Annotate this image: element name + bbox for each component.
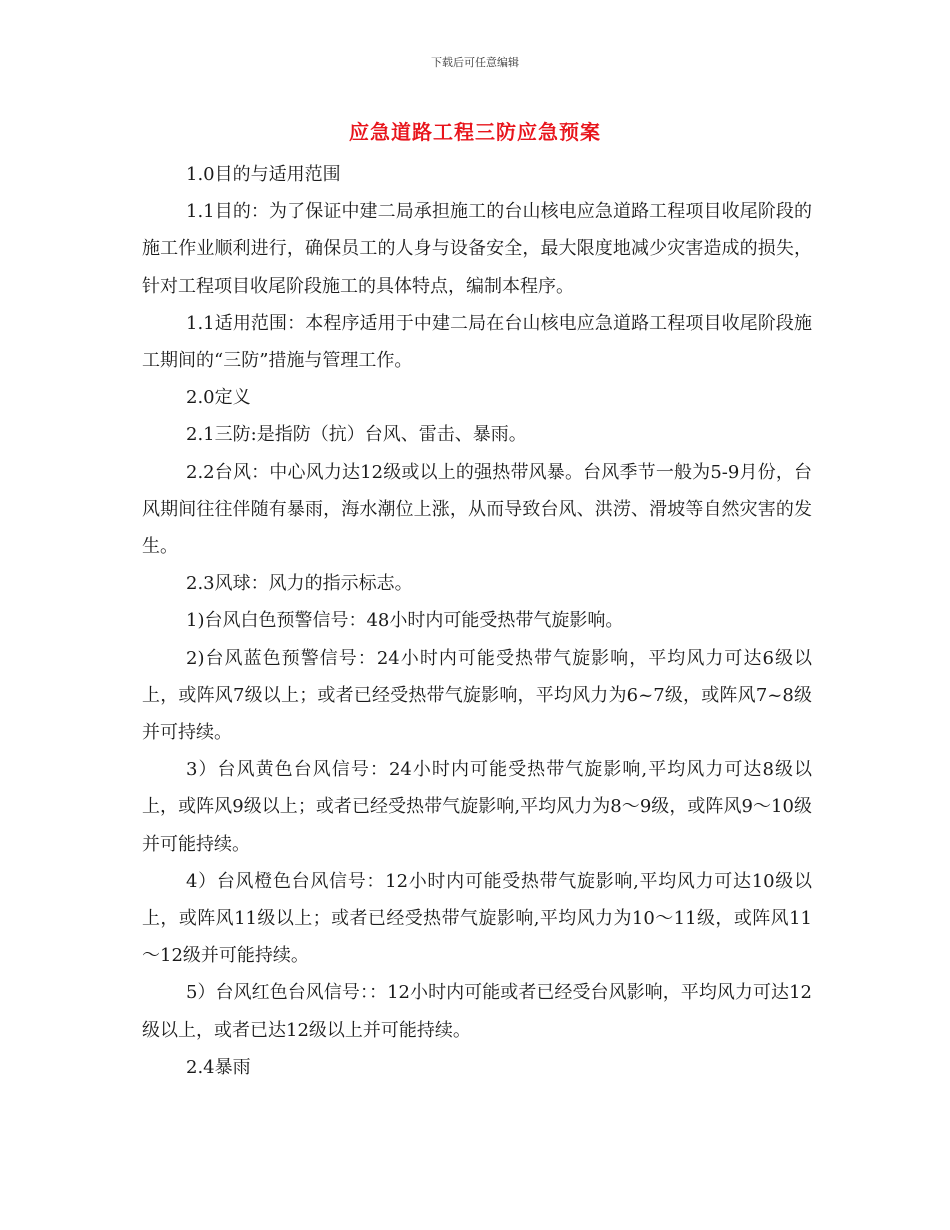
paragraph-yellow-signal: 3）台风黄色台风信号：24小时内可能受热带气旋影响,平均风力可达8级以上，或阵风9级以上；或者已经受热带气旋影响,平均风力为8～9级，或阵风9～10级并可能持续。 [142, 759, 812, 855]
paragraph-rainstorm-heading: 2.4暴雨 [186, 1056, 251, 1078]
paragraph-blue-signal: 2)台风蓝色预警信号：24小时内可能受热带气旋影响，平均风力可达6级以上，或阵风7级以上；或者已经受热带气旋影响，平均风力为6~7级，或阵风7~8级并可持续。 [142, 647, 812, 744]
document-body [142, 156, 812, 1086]
paragraph-three-prevention: 2.1三防:是指防（抗）台风、雷击、暴雨。 [186, 424, 527, 446]
header-note: 下载后可任意编辑 [431, 56, 519, 69]
paragraph-wind-ball: 2.3风球：风力的指示标志。 [186, 573, 413, 595]
paragraph-typhoon: 2.2台风：中心风力达12级或以上的强热带风暴。台风季节一般为5-9月份，台风期间往往伴随有暴雨，海水潮位上涨，从而导致台风、洪涝、滑坡等自然灾害的发生。 [142, 461, 812, 558]
paragraph-purpose: 1.1目的：为了保证中建二局承担施工的台山核电应急道路工程项目收尾阶段的施工作业顺利进行，确保员工的人身与设备安全，最大限度地减少灾害造成的损失，针对工程项目收尾阶段施工的具体特点，编制本程序。 [142, 201, 812, 297]
paragraph-white-signal: 1)台风白色预警信号：48小时内可能受热带气旋影响。 [186, 610, 624, 632]
paragraph-orange-signal: 4）台风橙色台风信号：12小时内可能受热带气旋影响,平均风力可达10级以上，或阵风11级以上；或者已经受热带气旋影响,平均风力为10～11级，或阵风11～12级并可能持续。 [142, 870, 812, 967]
paragraph-scope: 1.1适用范围：本程序适用于中建二局在台山核电应急道路工程项目收尾阶段施工期间的“三防”措施与管理工作。 [142, 312, 812, 372]
paragraph-red-signal: 5）台风红色台风信号：：12小时内可能或者已经受台风影响，平均风力可达12级以上，或者已达12级以上并可能持续。 [142, 982, 812, 1041]
document-title: 应急道路工程三防应急预案 [349, 120, 601, 144]
paragraph-definitions-heading: 2.0定义 [186, 387, 251, 409]
paragraph-purpose-scope-heading: 1.0目的与适用范围 [186, 164, 341, 185]
